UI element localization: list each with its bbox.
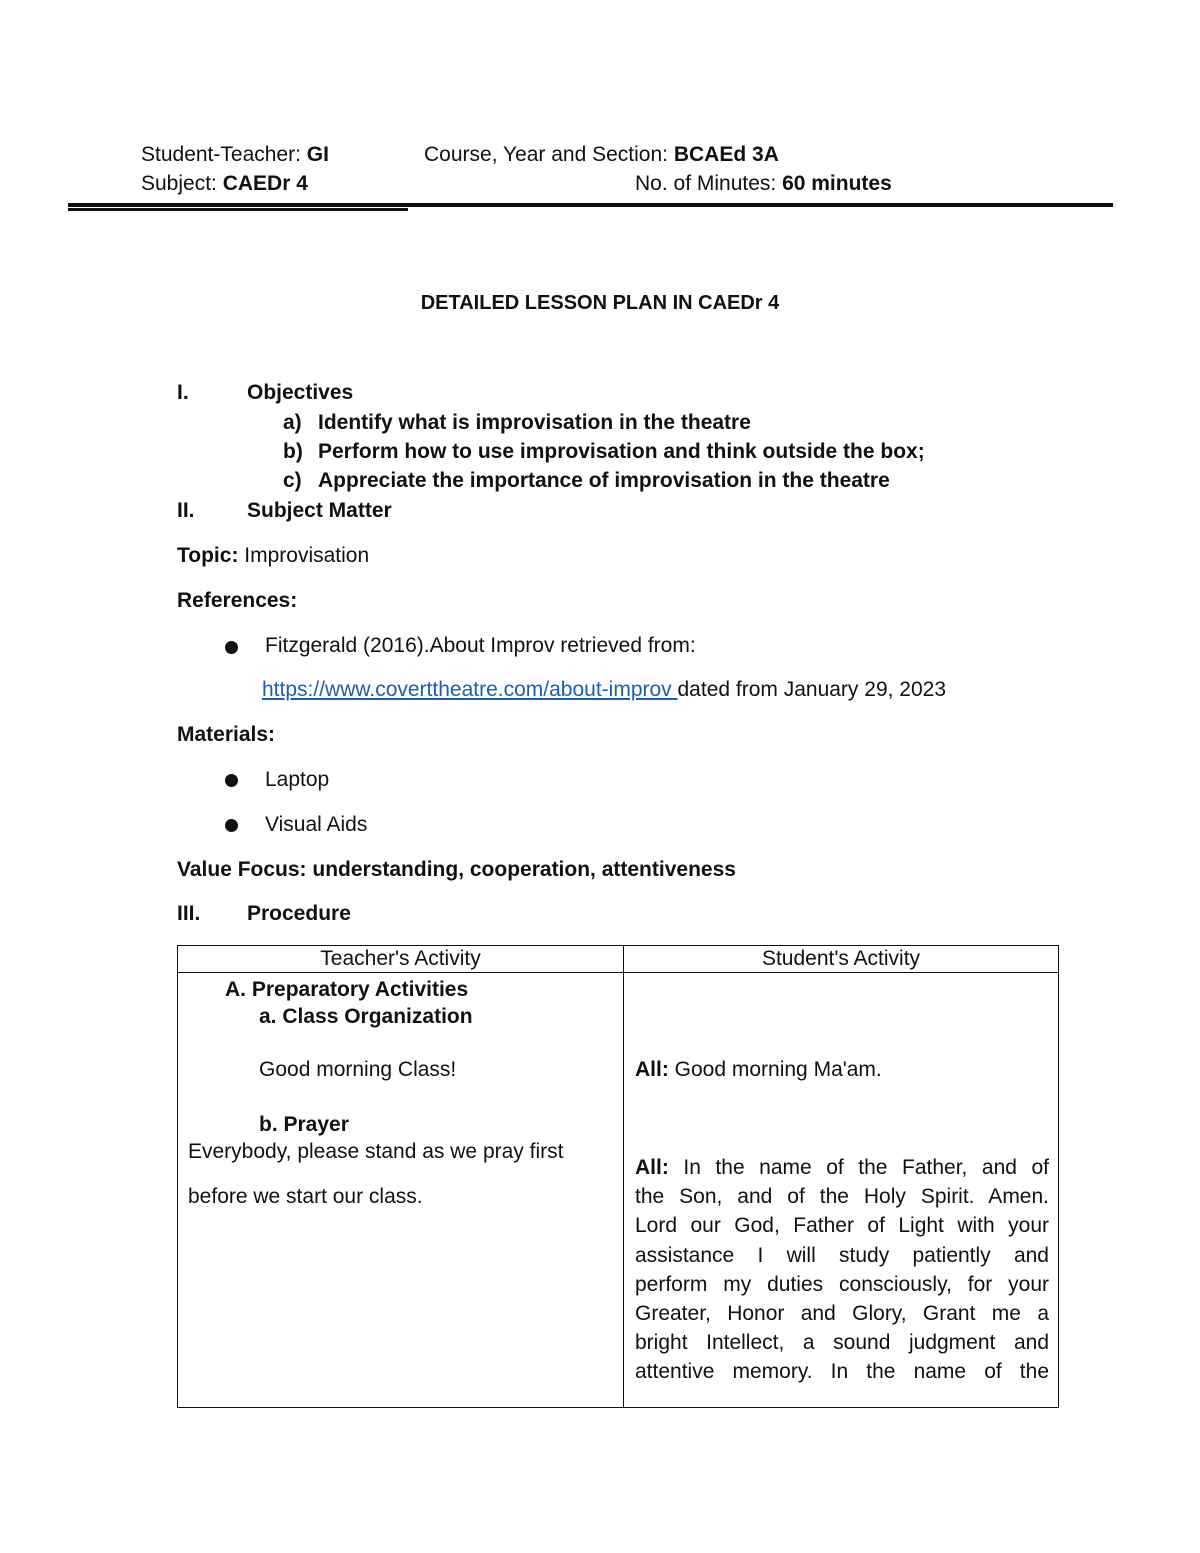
section-a-heading: A. Preparatory Activities <box>225 978 469 1001</box>
minutes-line <box>635 172 892 196</box>
col-header-student: Student's Activity <box>624 946 1059 973</box>
reference-line <box>262 678 946 702</box>
bullet-icon <box>225 774 238 787</box>
sub-a-heading: a. Class Organization <box>259 1005 473 1028</box>
topic-value: Improvisation <box>238 544 370 567</box>
objectives-heading: Objectives <box>247 381 354 404</box>
all-label: All: <box>635 1058 669 1081</box>
references-label: References: <box>177 589 298 612</box>
objective-marker: b) <box>283 440 303 463</box>
material-item: Laptop <box>265 768 330 791</box>
header-divider-accent <box>68 208 408 211</box>
reference-date: dated from January 29, 2023 <box>677 678 947 701</box>
subject-matter-numeral: II. <box>177 499 195 522</box>
objective-item: Appreciate the importance of improvisation in the theatre <box>318 469 890 492</box>
teacher-activity-cell <box>178 973 624 1408</box>
reference-text: Fitzgerald (2016).About Improv retrieved from: <box>265 634 696 657</box>
materials-label: Materials: <box>177 723 276 746</box>
objective-item: Perform how to use improvisation and think outside the box; <box>318 440 925 463</box>
objectives-numeral: I. <box>177 381 189 404</box>
student-greeting-line <box>635 1058 882 1082</box>
student-prayer-line: All: In the name of the Father, and of <box>635 1156 1049 1179</box>
student-teacher-line <box>141 143 329 167</box>
course-line <box>424 143 779 167</box>
material-item: Visual Aids <box>265 813 368 836</box>
subject-line <box>141 172 308 196</box>
minutes-label: No. of Minutes: <box>635 172 783 195</box>
student-prayer-line: Lord our God, Father of Light with your <box>635 1214 1049 1238</box>
objective-item: Identify what is improvisation in the theatre <box>318 411 751 434</box>
minutes-value: 60 minutes <box>782 172 892 195</box>
bullet-icon <box>225 641 238 654</box>
value-focus: Value Focus: understanding, cooperation, attentiveness <box>177 858 736 881</box>
teacher-greeting: Good morning Class! <box>259 1058 457 1081</box>
student-activity-cell <box>624 973 1059 1408</box>
subject-value: CAEDr 4 <box>222 172 308 195</box>
document-title: DETAILED LESSON PLAN IN CAEDr 4 <box>420 292 780 314</box>
objective-marker: a) <box>283 411 302 434</box>
reference-link[interactable]: https://www.coverttheatre.com/about-improv <box>262 678 678 701</box>
header-divider <box>68 203 1113 207</box>
topic-line <box>177 544 369 568</box>
teacher-prayer-line: before we start our class. <box>188 1185 423 1208</box>
course-label: Course, Year and Section: <box>424 143 674 166</box>
topic-label: Topic: <box>177 544 239 567</box>
student-prayer-line: assistance I will study patiently and <box>635 1243 1049 1267</box>
student-prayer-line: perform my duties consciously, for your <box>635 1272 1049 1296</box>
subject-label: Subject: <box>141 172 223 195</box>
procedure-heading: Procedure <box>247 902 351 925</box>
procedure-numeral: III. <box>177 902 201 925</box>
teacher-prayer-line: Everybody, please stand as we pray first <box>188 1140 564 1163</box>
student-prayer-line: bright Intellect, a sound judgment and <box>635 1331 1049 1355</box>
procedure-table <box>177 945 1059 1408</box>
col-header-teacher: Teacher's Activity <box>178 946 624 973</box>
sub-b-heading: b. Prayer <box>259 1113 349 1136</box>
student-teacher-label: Student-Teacher: <box>141 143 307 166</box>
objective-marker: c) <box>283 469 302 492</box>
student-greeting: Good morning Ma'am. <box>668 1058 882 1081</box>
student-prayer-line: Greater, Honor and Glory, Grant me a <box>635 1302 1049 1326</box>
student-prayer-line: attentive memory. In the name of the <box>635 1360 1049 1384</box>
student-prayer-line: the Son, and of the Holy Spirit. Amen. <box>635 1185 1049 1209</box>
subject-matter-heading: Subject Matter <box>247 499 392 522</box>
student-teacher-value: GI <box>306 143 329 166</box>
student-prayer <box>635 1153 1049 1387</box>
bullet-icon <box>225 819 238 832</box>
course-value: BCAEd 3A <box>673 143 779 166</box>
